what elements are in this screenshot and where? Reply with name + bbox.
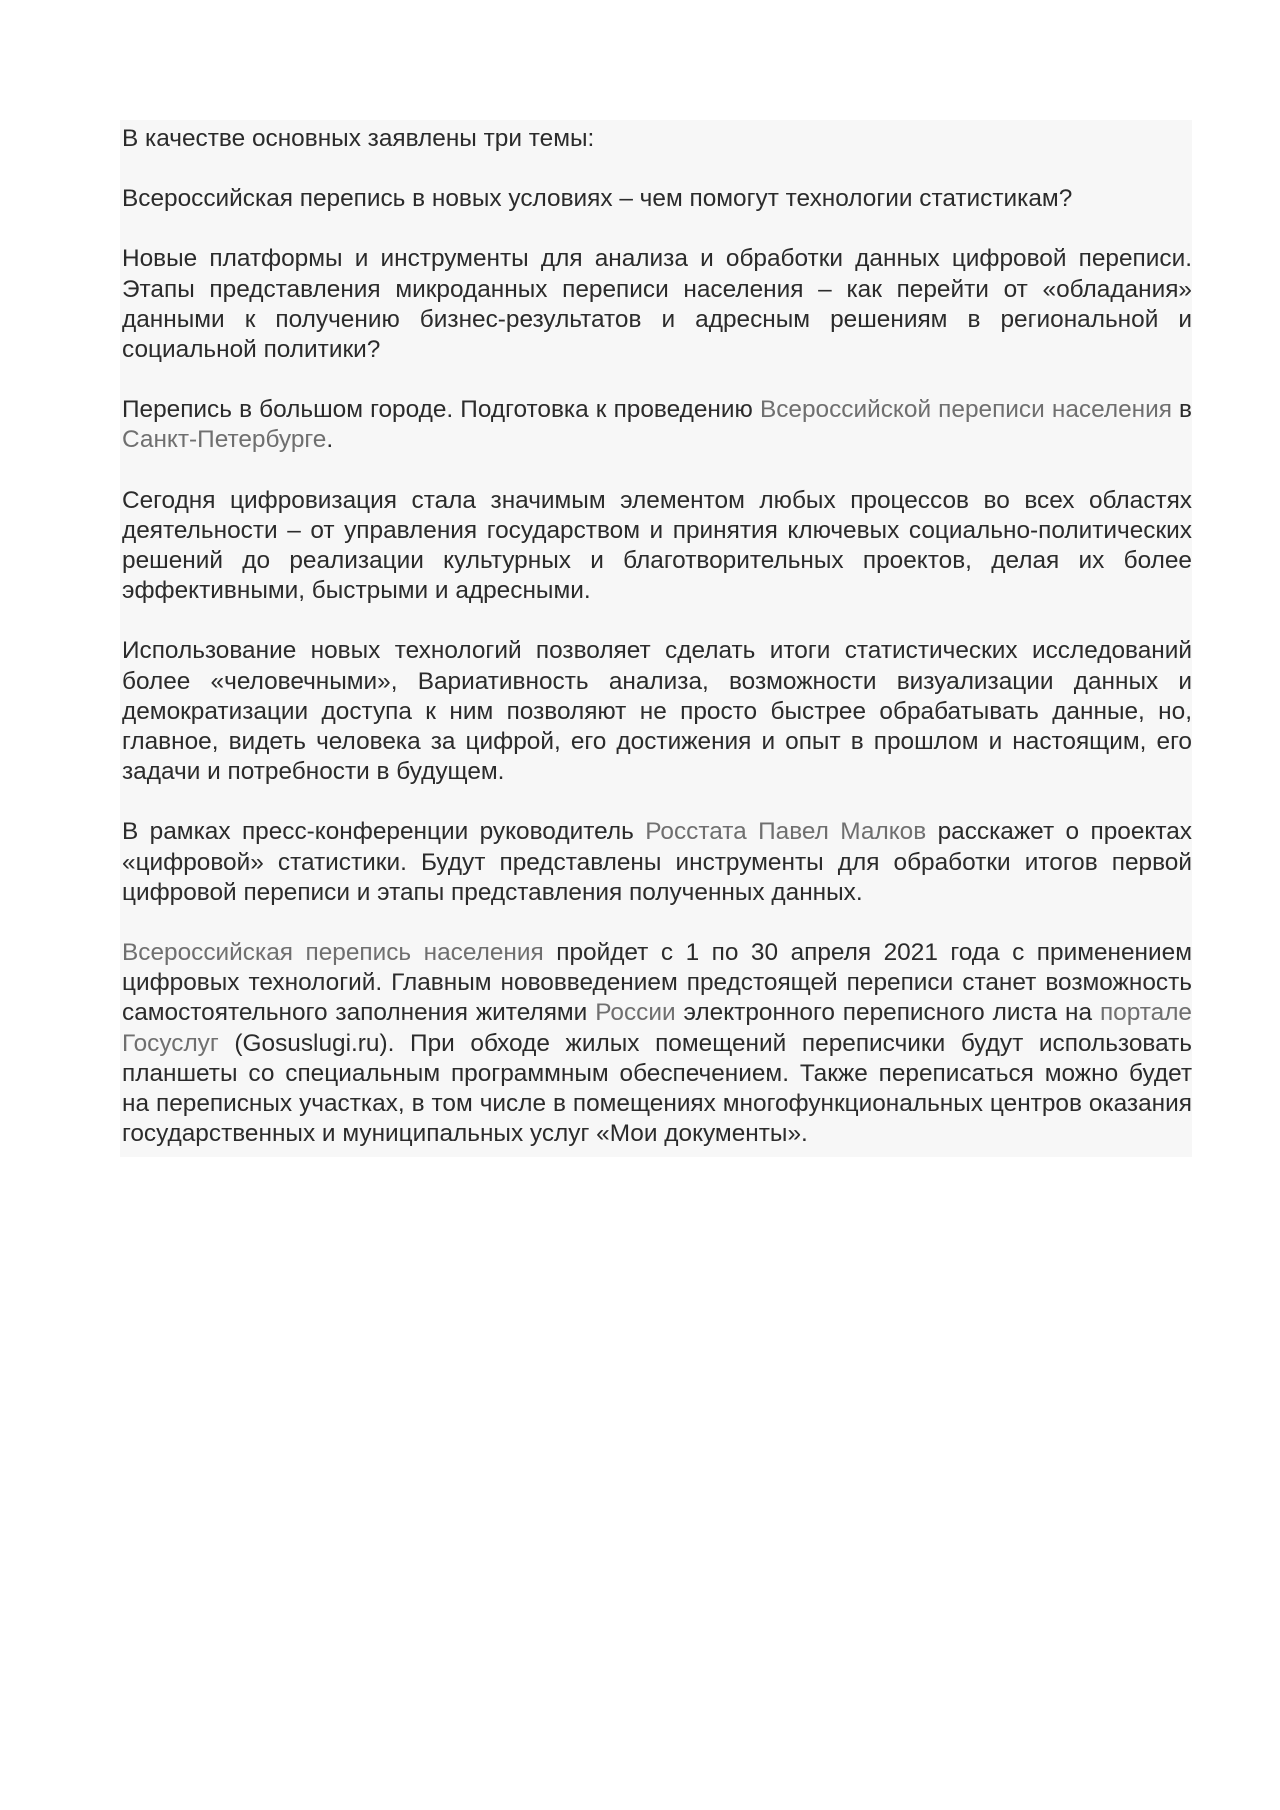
inline-link[interactable]: Росстата	[645, 818, 747, 846]
paragraph	[122, 636, 1192, 787]
paragraph-text: В рамках пресс-конференции руководитель	[122, 818, 646, 846]
paragraph-text: расскажет о проектах «цифровой» статистики. Будут представлены инструменты для обработки итогов первой цифровой переписи и этапы представления полученных данных.	[122, 818, 1192, 906]
paragraph	[122, 938, 1192, 1149]
paragraph-text: (Gosuslugi.ru). При обходе жилых помещений переписчики будут использовать планшеты со специальным программным обеспечением. Также переписаться можно будет на переписных участках, в том числе в помещениях многофункциональных центров оказания государственных и муниципальных услуг «Мои документы».	[122, 1029, 1192, 1148]
paragraph-text: Сегодня цифровизация стала значимым элементом любых процессов во всех областях деятельности – от управления государством и принятия ключевых социально-политических решений до реализации культурных и благотворительных проектов, делая их более эффективными, быстрыми и адресными.	[122, 486, 1192, 605]
paragraph-text: Использование новых технологий позволяет сделать итоги статистических исследований более «человечными», Вариативность анализа, возможности визуализации данных и демократизации доступа к ним позволяют не просто быстрее обрабатывать данные, но, главное, видеть человека за цифрой, его достижения и опыт в прошлом и настоящим, его задачи и потребности в будущем.	[122, 637, 1192, 786]
paragraph-text: в	[1171, 396, 1193, 424]
inline-link[interactable]: России	[595, 999, 676, 1027]
paragraph	[122, 244, 1192, 365]
inline-link[interactable]: Санкт-Петербурге	[122, 426, 327, 454]
paragraph-text: .	[326, 426, 334, 454]
paragraph-text: Новые платформы и инструменты для анализа и обработки данных цифровой переписи. Этапы представления микроданных переписи населения – как перейти от «обладания» данными к получению бизнес-результатов и адресным решениям в региональной и социальной политики?	[122, 245, 1192, 364]
paragraph-text: Перепись в большом городе. Подготовка к проведению	[122, 396, 760, 424]
paragraph	[122, 184, 1192, 214]
article-text-block	[120, 120, 1192, 1157]
paragraph-text: пройдет с 1 по 30 апреля 2021 года с применением цифровых технологий. Главным нововведением предстоящей переписи станет возможность самостоятельного заполнения жителями	[122, 939, 1192, 1027]
inline-link[interactable]: портале Госуслуг	[122, 999, 1192, 1057]
paragraph	[122, 395, 1192, 455]
inline-link[interactable]: Павел Малков	[758, 818, 927, 846]
inline-link[interactable]: Всероссийская перепись населения	[122, 939, 544, 967]
paragraph-text: электронного переписного листа на	[675, 999, 1100, 1027]
paragraph-text: Всероссийская перепись в новых условиях – чем помогут технологии статистикам?	[122, 185, 1073, 213]
paragraph	[122, 817, 1192, 908]
paragraph-text: В качестве основных заявлены три темы:	[122, 125, 595, 152]
paragraph-text	[747, 818, 758, 845]
paragraph	[122, 486, 1192, 607]
paragraph	[122, 124, 1192, 154]
inline-link[interactable]: Всероссийской переписи населения	[759, 396, 1172, 424]
